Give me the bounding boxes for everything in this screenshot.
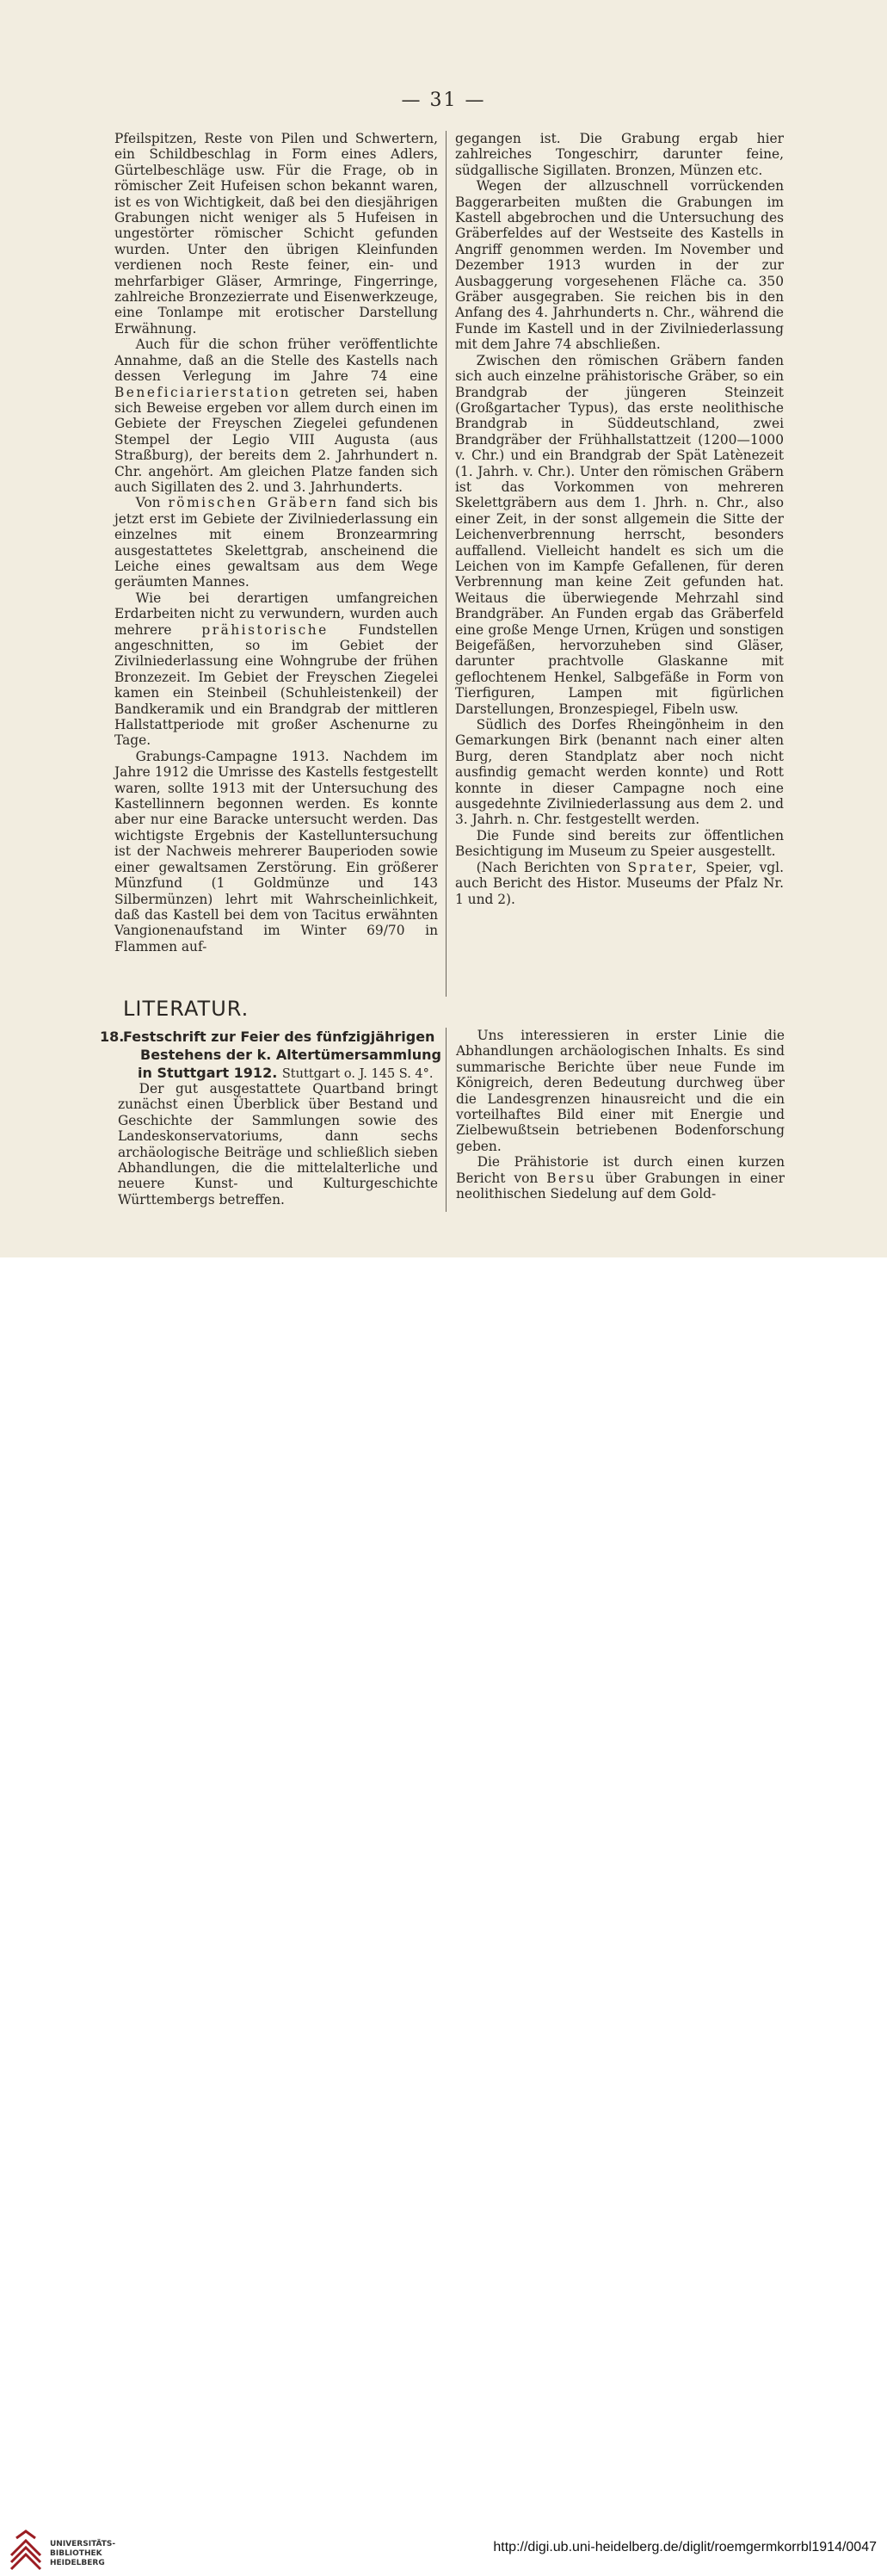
column-right-top [455,131,784,907]
library-logo-icon[interactable] [9,2530,43,2576]
paragraph: Die Prähistorie ist durch einen kurzen Bericht von Bersu über Grabungen in einer neolithischen Siedelung auf dem Gold- [456,1154,785,1202]
entry-number: 18. [100,1029,125,1045]
paragraph: Der gut ausgestattete Quartband bringt zunächst einen Überblick über Bestand und Geschichte der Sammlungen sowie des Landeskonservatoriums, dann sechs archäologische Beiträge und schließlich sieben Abhandlungen, die die mittelalterliche und neuere Kunst- und Kulturgeschichte Württembergs betreffen. [118,1081,438,1208]
column-divider [446,131,447,997]
column-divider [446,1028,447,1212]
entry-title-line: in Stuttgart 1912. Stuttgart o. J. 145 S. 4°. [138,1065,434,1081]
paragraph: Südlich des Dorfes Rheingönheim in den Gemarkungen Birk (benannt nach einer alten Burg, deren Standplatz aber noch nicht ausfindig gemacht werden konnte) und Rott konnte in dieser Campagne noch eine ausgedehnte Zivilniederlassung aus dem 2. und 3. Jahrh. n. Chr. festgestellt werden. [455,717,784,828]
source-url-link[interactable]: http://digi.ub.uni-heidelberg.de/diglit/roemgermkorrbl1914/0047 [493,2540,877,2554]
paragraph: Von römischen Gräbern fand sich bis jetzt erst im Gebiete der Zivilniederlassung ein einzelnes mit einem Bronzearmring ausgestattetes Skelettgrab, anscheinend die Leiche eines gewaltsam aus dem Wege geräumten Mannes. [114,495,438,590]
entry-title [123,1028,443,1084]
paragraph: Die Funde sind bereits zur öffentlichen Besichtigung im Museum zu Speier ausgestellt. [455,827,784,860]
paragraph: (Nach Berichten von Sprater, Speier, vgl. auch Bericht des Histor. Museums der Pfalz Nr. 1 und 2). [455,859,784,907]
entry-publication: Stuttgart o. J. 145 S. 4°. [281,1067,434,1081]
page-number: — 31 — [401,90,486,111]
section-title: LITERATUR. [123,997,249,1021]
column-right-bottom [456,1028,785,1202]
paragraph: Wie bei derartigen umfangreichen Erdarbeiten nicht zu verwundern, wurden auch mehrere prähistorische Fundstellen angeschnitten, so im Gebiet der Zivilniederlassung eine Wohngrube der frühen Bronzezeit. Im Gebiet der Freyschen Ziegelei kamen ein Steinbeil (Schuhleistenkeil) der Bandkeramik und ein Brandgrab der mittleren Hallstattperiode mit großer Aschenurne zu Tage. [114,590,438,749]
paragraph: Pfeilspitzen, Reste von Pilen und Schwertern, ein Schildbeschlag in Form eines Adlers, Gürtelbeschläge usw. Für die Frage, ob in römischer Zeit Hufeisen schon bekannt waren, ist es von Wichtigkeit, daß bei den diesjährigen Grabungen nicht weniger als 5 Hufeisen in ungestörter römischer Schicht gefunden wurden. Unter den übrigen Kleinfunden verdienen noch Reste feiner, ein- und mehrfarbiger Gläser, Armringe, Fingerringe, zahlreiche Bronzezierrate und Eisenwerkzeuge, eine Tonlampe mit erotischer Darstellung Erwähnung. [114,131,438,337]
paragraph: Auch für die schon früher veröffentlichte Annahme, daß an die Stelle des Kastells nach dessen Verlegung im Jahre 74 eine Beneficiarierstation getreten sei, haben sich Beweise ergeben vor allem durch einen im Gebiete der Freyschen Ziegelei gefundenen Stempel der Legio VIII Augusta (aus Straßburg), der bereits dem 2. Jahrhundert n. Chr. angehört. Am gleichen Platze fanden sich auch Sigillaten des 2. und 3. Jahrhunderts. [114,337,438,495]
paragraph: Uns interessieren in erster Linie die Abhandlungen archäologischen Inhalts. Es sind summarische Berichte über neue Funde im Königreich, deren Bedeutung durchweg über die Landesgrenzen hinausreicht und die ein vorteilhaftes Bild einer mit Energie und Zielbewußtsein betriebenen Bodenforschung geben. [456,1028,785,1154]
footer-bar [0,1257,887,2567]
column-left-top [114,131,438,954]
paragraph: Grabungs-Campagne 1913. Nachdem im Jahre 1912 die Umrisse des Kastells festgestellt waren, sollte 1913 mit der Untersuchung des Kastellinnern begonnen werden. Es konnte aber nur eine Baracke untersucht werden. Das wichtigste Ergebnis der Kastelluntersuchung ist der Nachweis mehrerer Bauperioden sowie einer gewaltsamen Zerstörung. Ein größerer Münzfund (1 Goldmünze und 143 Silbermünzen) lehrt mit Wahrscheinlichkeit, daß das Kastell bei dem von Tacitus erwähnten Vangionenaufstand im Winter 69/70 in Flammen auf- [114,748,438,954]
column-left-bottom [118,1081,438,1208]
entry-title-line: Festschrift zur Feier des fünfzigjährigen [123,1029,435,1045]
library-name: UNIVERSITÄTS- BIBLIOTHEK HEIDELBERG [50,2540,116,2567]
paragraph: Zwischen den römischen Gräbern fanden sich auch einzelne prähistorische Gräber, so ein Brandgrab der jüngeren Steinzeit (Großgartacher Typus), das erste neolithische Brandgrab in Süddeutschland, zwei Brandgräber der Frühhallstattzeit (1200—1000 v. Chr.) und ein Brandgrab der Spät Latènezeit (1. Jahrh. v. Chr.). Unter den römischen Gräbern ist das Vorkommen von mehreren Skelettgräbern aus dem 1. Jhrh. n. Chr., also einer Zeit, in der sonst allgemein die Sitte der Leichenverbrennung herrscht, besonders auffallend. Vielleicht handelt es sich um die Leichen von im Kampfe Gefallenen, für deren Verbrennung man keine Zeit gefunden hat. Weitaus die überwiegende Mehrzahl sind Brandgräber. An Funden ergab das Gräberfeld eine große Menge Urnen, Krügen und sonstigen Beigefäßen, hervorzuheben sind Gläser, darunter prachtvolle Glaskanne mit geflochtenem Henkel, Salbgefäße in Form von Tierfiguren, Lampen mit figürlichen Darstellungen, Bronzespiegel, Fibeln usw. [455,352,784,717]
paragraph: gegangen ist. Die Grabung ergab hier zahlreiches Tongeschirr, darunter feine, südgallische Sigillaten. Bronzen, Münzen etc. [455,131,784,178]
scanned-page [0,0,887,1257]
paragraph: Wegen der allzuschnell vorrückenden Baggerarbeiten mußten die Grabungen im Kastell abgebrochen und die Untersuchung des Gräberfeldes auf der Westseite des Kastells in Angriff genommen werden. Im November und Dezember 1913 wurden in der zur Ausbaggerung vorgesehenen Fläche ca. 350 Gräber ausgegraben. Sie reichen bis in den Anfang des 4. Jahrhunderts n. Chr., während die Funde im Kastell und in der Zivilniederlassung mit dem Jahre 74 abschließen. [455,178,784,353]
entry-title-line: Bestehens der k. Altertümersammlung [140,1047,441,1063]
